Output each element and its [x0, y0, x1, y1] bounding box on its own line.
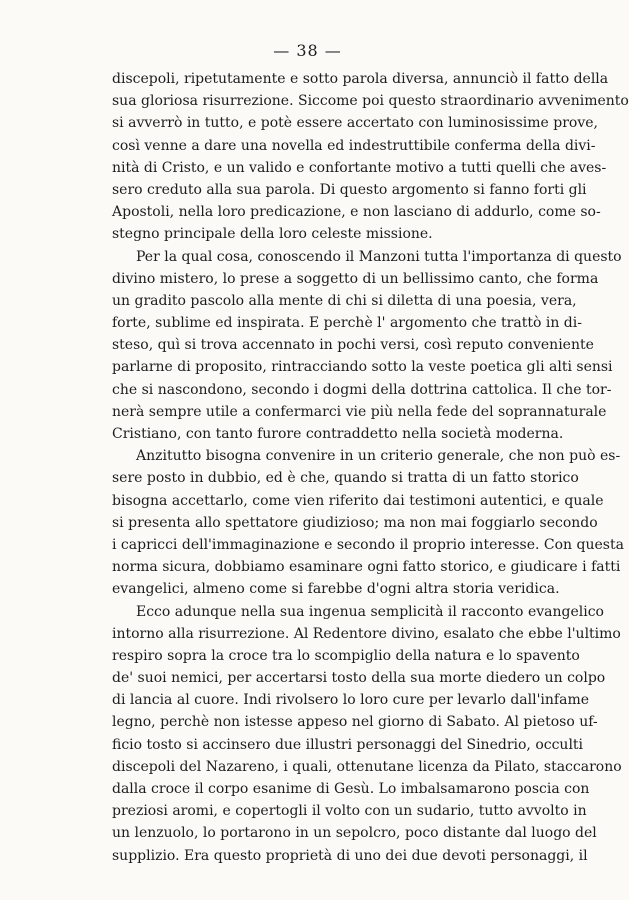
text-line: discepoli, ripetutamente e sotto parola diversa, annunciò il fatto della	[112, 71, 609, 87]
body-text	[112, 68, 629, 867]
page-number: — 38 —	[273, 41, 342, 60]
text-line: si avverrò in tutto, e potè essere accertato con luminosissime prove,	[112, 115, 599, 132]
text-line: intorno alla risurrezione. Al Redentore divino, esalato che ebbe l'ultimo	[112, 625, 621, 642]
text-line: forte, sublime ed inspirata. E perchè l' argomento che trattò in di-	[112, 315, 582, 332]
text-line: norma sicura, dobbiamo esaminare ogni fatto storico, e giudicare i fatti	[112, 559, 621, 576]
text-line: respiro sopra la croce tra lo scompiglio della natura e lo spavento	[112, 647, 580, 664]
text-line: sua gloriosa risurrezione. Siccome poi questo straordinario avvenimento	[112, 93, 629, 110]
text-line: di lancia al cuore. Indi rivolsero lo loro cure per levarlo dall'infame	[112, 692, 590, 709]
text-line: un gradito pascolo alla mente di chi si diletta di una poesia, vera,	[112, 292, 577, 309]
text-line: bisogna accettarlo, come vien riferito dai testimoni autentici, e quale	[112, 492, 604, 509]
text-line: nità di Cristo, e un valido e confortante motivo a tutti quelli che aves-	[112, 159, 607, 176]
text-line: si presenta allo spettatore giudizioso; ma non mai foggiarlo secondo	[112, 514, 598, 531]
text-line: stegno principale della loro celeste missione.	[112, 226, 433, 243]
text-line: Per la qual cosa, conoscendo il Manzoni tutta l'importanza di questo	[136, 248, 622, 265]
text-line: divino mistero, lo prese a soggetto di un bellissimo canto, che forma	[112, 270, 599, 287]
text-line: sero creduto alla sua parola. Di questo argomento si fanno forti gli	[112, 181, 587, 198]
text-line: un lenzuolo, lo portarono in un sepolcro, poco distante dal luogo del	[112, 825, 597, 842]
text-line: ficio tosto si accinsero due illustri personaggi del Sinedrio, occulti	[112, 736, 584, 753]
text-line: Apostoli, nella loro predicazione, e non lasciano di addurlo, come so-	[112, 204, 601, 221]
text-line: evangelici, almeno come si farebbe d'ogni altra storia veridica.	[112, 581, 560, 598]
text-line: sere posto in dubbio, ed è che, quando si tratta di un fatto storico	[112, 470, 579, 487]
text-line: dalla croce il corpo esanime di Gesù. Lo imbalsamarono poscia con	[112, 781, 590, 797]
text-line: Ecco adunque nella sua ingenua semplicità il racconto evangelico	[136, 603, 604, 620]
text-line: nerà sempre utile a confermarci vie più nella fede del soprannaturale	[112, 403, 607, 420]
text-line: discepoli del Nazareno, i quali, ottenutane licenza da Pilato, staccarono	[112, 758, 622, 775]
text-line: de' suoi nemici, per accertarsi tosto della sua morte diedero un colpo	[112, 670, 606, 687]
text-line: i capricci dell'immaginazione e secondo il proprio interesse. Con questa	[112, 536, 624, 553]
text-line: così venne a dare una novella ed indestruttibile conferma della divi-	[112, 137, 596, 154]
text-line: che si nascondono, secondo i dogmi della dottrina cattolica. Il che tor-	[112, 381, 612, 398]
text-line: Anzitutto bisogna convenire in un criterio generale, che non può es-	[136, 448, 621, 465]
text-line: supplizio. Era questo proprietà di uno dei due devoti personaggi, il	[112, 847, 588, 864]
text-line: legno, perchè non istesse appeso nel giorno di Sabato. Al pietoso uf-	[112, 714, 598, 731]
text-line: preziosi aromi, e copertogli il volto con un sudario, tutto avvolto in	[112, 803, 587, 820]
text-line: steso, quì si trova accennato in pochi versi, così reputo conveniente	[112, 337, 594, 354]
text-line: parlarne di proposito, rintracciando sotto la veste poetica gli alti sensi	[112, 359, 613, 376]
text-line: Cristiano, con tanto furore contraddetto nella società moderna.	[112, 426, 564, 442]
